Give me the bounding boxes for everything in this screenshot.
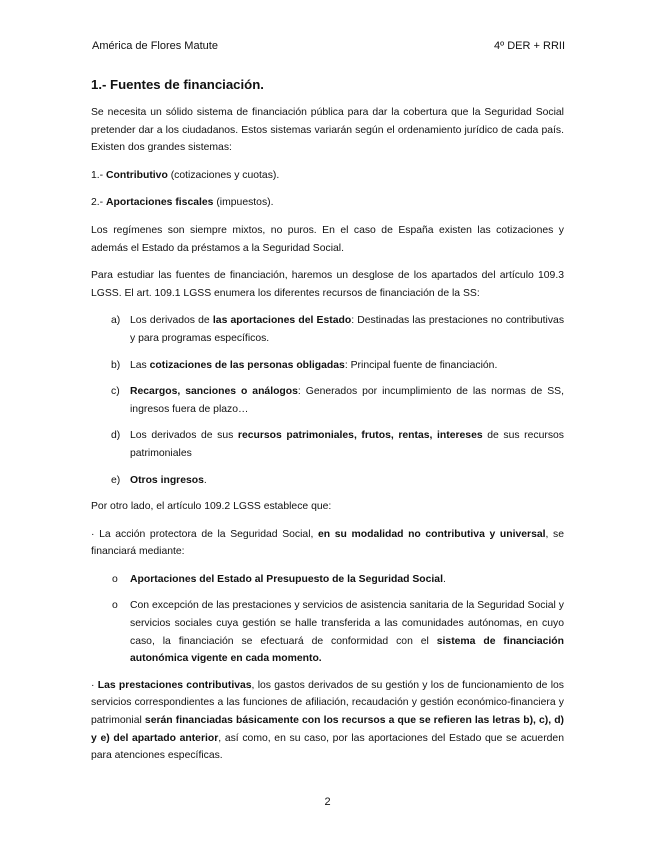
page-number: 2 xyxy=(324,796,331,808)
bullet-marker: o xyxy=(112,573,118,585)
funding-bullets xyxy=(91,571,564,668)
list-marker: e) xyxy=(111,474,121,486)
noncontributive-paragraph: · La acción protectora de la Seguridad Social, en su modalidad no contributiva y universal, se financiará mediante: xyxy=(91,528,564,558)
list-marker: c) xyxy=(111,386,120,398)
system-item: 1.- Contributivo (cotizaciones y cuotas). xyxy=(91,169,280,181)
section-title: 1.- Fuentes de financiación. xyxy=(91,77,264,92)
header-course: 4º DER + RRII xyxy=(494,40,565,52)
resource-item: c) Recargos, sanciones o análogos: Generados por incumplimiento de las normas de SS, ingresos fuera de plazo… xyxy=(91,383,564,418)
resource-item: b) Las cotizaciones de las personas obligadas: Principal fuente de financiación. xyxy=(91,357,564,375)
system-name: Contributivo xyxy=(106,169,168,181)
list-marker: a) xyxy=(111,315,121,327)
bullet-item: o Con excepción de las prestaciones y servicios de asistencia sanitaria de la Seguridad Social y servicios sociales cuya gestión se halle transferida a las comunidades autónomas, en cuyo caso, la financiación se efectuará de conformidad con el sistema de financiación autonómica vigente en cada momento. xyxy=(91,597,564,667)
contributive-paragraph: · Las prestaciones contributivas, los gastos derivados de su gestión y los de funcionamiento de los servicios correspondientes a las funciones de afiliación, recaudación y gestión económico-financiera y patrimonial serán financiadas básicamente con los recursos a que se refieren las letras b), c), d) y e) del apartado anterior, así como, en su caso, por las aportaciones del Estado que se acuerden para atenciones específicas. xyxy=(91,679,565,762)
list-marker: d) xyxy=(111,430,121,442)
system-name: Aportaciones fiscales xyxy=(106,197,214,209)
intro-paragraph: Se necesita un sólido sistema de financiación pública para dar la cobertura que la Seguridad Social pretender dar a los ciudadanos. Estos sistemas variarán según el ordenamiento jurídico de cada país. Existen dos grandes sistemas: xyxy=(91,107,564,154)
mixed-paragraph: Los regímenes son siempre mixtos, no puros. En el caso de España existen las cotizaciones y además el Estado da préstamos a la Seguridad Social. xyxy=(91,224,564,254)
bullet-marker: o xyxy=(112,600,118,612)
otro-paragraph: Por otro lado, el artículo 109.2 LGSS establece que: xyxy=(91,501,332,513)
study-paragraph: Para estudiar las fuentes de financiación, haremos un desglose de los apartados del artículo 109.3 LGSS. El art. 109.1 LGSS enumera los diferentes recursos de financiación de la SS: xyxy=(91,270,564,299)
resources-list xyxy=(91,312,564,489)
list-marker: b) xyxy=(111,359,121,371)
bullet-item: o Aportaciones del Estado al Presupuesto de la Seguridad Social. xyxy=(91,571,564,589)
page-content xyxy=(91,76,564,775)
resource-item: d) Los derivados de sus recursos patrimoniales, frutos, rentas, intereses de sus recursos patrimoniales xyxy=(91,427,564,462)
resource-item: a) Los derivados de las aportaciones del Estado: Destinadas las prestaciones no contributivas y para programas específicos. xyxy=(91,312,564,347)
header-author: América de Flores Matute xyxy=(92,40,218,52)
system-item: 2.- Aportaciones fiscales (impuestos). xyxy=(91,197,274,209)
resource-item: e) Otros ingresos. xyxy=(91,472,564,490)
